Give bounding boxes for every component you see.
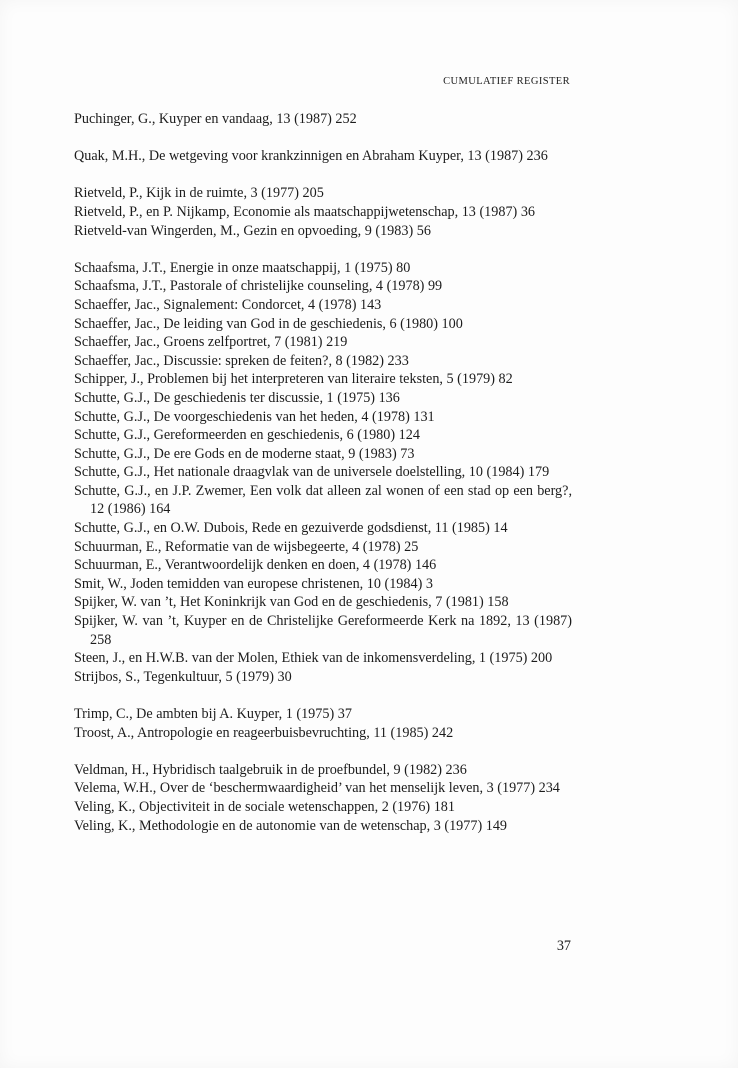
register-entry: Rietveld, P., Kijk in de ruimte, 3 (1977) 205: [74, 185, 324, 202]
register-entry: Veling, K., Objectiviteit in de sociale wetenschappen, 2 (1976) 181: [74, 798, 455, 815]
entry-group: [74, 761, 572, 835]
register-entry: Schaeffer, Jac., De leiding van God in de geschiedenis, 6 (1980) 100: [74, 315, 463, 332]
register-entry: Schutte, G.J., en J.P. Zwemer, Een volk dat alleen zal wonen of een stad op een berg?, 12 (1986) 164: [74, 482, 572, 518]
register-entry: Schaafsma, J.T., Energie in onze maatschappij, 1 (1975) 80: [74, 259, 411, 276]
entry-group: [74, 110, 572, 129]
entry-group: [74, 705, 572, 742]
register-entry: Spijker, W. van ’t, Het Koninkrijk van God en de geschiedenis, 7 (1981) 158: [74, 594, 509, 611]
running-head: CUMULATIEF REGISTER: [443, 76, 570, 87]
register-entry: Rietveld-van Wingerden, M., Gezin en opvoeding, 9 (1983) 56: [74, 222, 431, 239]
register-entry: Schuurman, E., Verantwoordelijk denken en doen, 4 (1978) 146: [74, 557, 437, 574]
register-entry: Schutte, G.J., en O.W. Dubois, Rede en gezuiverde godsdienst, 11 (1985) 14: [74, 520, 508, 537]
register-entry: Puchinger, G., Kuyper en vandaag, 13 (1987) 252: [74, 111, 357, 127]
register-entry: Schaafsma, J.T., Pastorale of christelijke counseling, 4 (1978) 99: [74, 278, 443, 295]
register-entry: Schutte, G.J., De voorgeschiedenis van het heden, 4 (1978) 131: [74, 408, 435, 425]
entry-group: [74, 259, 572, 687]
register-entry: Troost, A., Antropologie en reageerbuisbevruchting, 11 (1985) 242: [74, 724, 454, 741]
register-entry: Veling, K., Methodologie en de autonomie van de wetenschap, 3 (1977) 149: [74, 817, 508, 834]
register-entry: Schutte, G.J., Het nationale draagvlak van de universele doelstelling, 10 (1984) 179: [74, 464, 550, 481]
register-entry: Schaeffer, Jac., Groens zelfportret, 7 (1981) 219: [74, 334, 348, 351]
register-entry: Trimp, C., De ambten bij A. Kuyper, 1 (1975) 37: [74, 706, 352, 722]
entry-group: [74, 184, 572, 240]
register-entry: Schutte, G.J., Gereformeerden en geschiedenis, 6 (1980) 124: [74, 427, 420, 444]
register-entry: Schutte, G.J., De ere Gods en de moderne staat, 9 (1983) 73: [74, 445, 415, 462]
register-entry: Rietveld, P., en P. Nijkamp, Economie als maatschappijwetenschap, 13 (1987) 36: [74, 203, 536, 220]
register-entry: Velema, W.H., Over de ‘beschermwaardigheid’ van het menselijk leven, 3 (1977) 234: [74, 780, 560, 797]
register-entry: Schuurman, E., Reformatie van de wijsbegeerte, 4 (1978) 25: [74, 538, 419, 555]
register-entry: Schaeffer, Jac., Discussie: spreken de feiten?, 8 (1982) 233: [74, 352, 409, 369]
register-entry: Quak, M.H., De wetgeving voor krankzinnigen en Abraham Kuyper, 13 (1987) 236: [74, 148, 548, 165]
register-entry: Smit, W., Joden temidden van europese christenen, 10 (1984) 3: [74, 575, 433, 592]
register-entry: Schipper, J., Problemen bij het interpreteren van literaire teksten, 5 (1979) 82: [74, 371, 513, 388]
register-entry: Spijker, W. van ’t, Kuyper en de Christelijke Gereformeerde Kerk na 1892, 13 (1987) 258: [74, 613, 572, 648]
entry-group: [74, 147, 572, 166]
register-entry: Steen, J., en H.W.B. van der Molen, Ethiek van de inkomensverdeling, 1 (1975) 200: [74, 650, 553, 667]
register-entry: Strijbos, S., Tegenkultuur, 5 (1979) 30: [74, 668, 292, 685]
register-entry: Veldman, H., Hybridisch taalgebruik in de proefbundel, 9 (1982) 236: [74, 761, 467, 778]
page-number: 37: [556, 938, 571, 954]
register-entry: Schutte, G.J., De geschiedenis ter discussie, 1 (1975) 136: [74, 389, 400, 406]
register-entry: Schaeffer, Jac., Signalement: Condorcet, 4 (1978) 143: [74, 296, 382, 313]
register-entries: [74, 110, 572, 854]
